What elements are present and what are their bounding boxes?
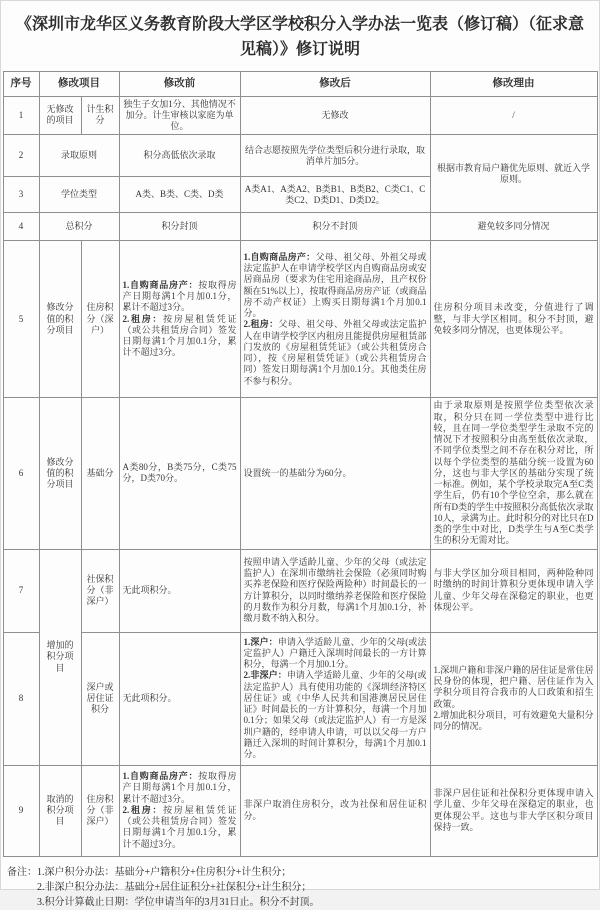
table-row (3, 549, 597, 632)
cell-r1-before: 独生子女加1分、其他情况不加分。计生审核以家庭为单位。 (119, 96, 240, 135)
list-item-label: 1.自购商品房产： (243, 251, 316, 262)
cell-r4-reason: 避免较多同分情况 (430, 213, 597, 241)
cell-r9-no: 9 (3, 765, 39, 856)
cell-r4-after: 积分不封顶 (240, 213, 430, 241)
table-row (3, 398, 597, 549)
cell-r2-item: 录取原则 (39, 135, 119, 177)
cell-r9-after: 非深户取消住房积分，改为社保和居住证积分。 (240, 765, 430, 856)
table-row (3, 765, 597, 856)
list-item-text: 1.深圳户籍和非深户籍的居住证是常住居民身份的体现，把户籍、居住证作为入学积分项目符合我市的人口政策和招生政策。 (433, 664, 594, 709)
cell-r8-sub: 深户或居住证积分 (81, 632, 119, 765)
cell-r8-before: 无此项积分。 (119, 632, 240, 765)
cell-r6-item: 修改分值的积分项目 (39, 398, 81, 549)
header-row (3, 71, 597, 96)
cell-r5-before (119, 241, 240, 398)
cell-r9-item: 取消的积分项目 (39, 765, 81, 856)
footnote-line: 1.深户积分办法：基础分+户籍积分+住房积分+计生积分； (37, 866, 292, 878)
cell-r9-before (119, 765, 240, 856)
cell-r8-after (240, 632, 430, 765)
revision-table (3, 71, 598, 857)
cell-r5-reason: 住房积分项目未改变，分值进行了调整，与非大学区相同。积分不封顶，避免较多同分情况，也更体现公平。 (430, 241, 597, 398)
list-item-label: 1.自购商品房产： (122, 771, 199, 782)
header-after: 修改后 (240, 71, 430, 96)
cell-r5-no: 5 (3, 241, 39, 398)
cell-r3-before: A类、B类、C类、D类 (119, 177, 240, 213)
cell-r1-reason: / (430, 96, 597, 135)
footnotes (7, 865, 593, 910)
cell-r9-reason: 非深户居住证和社保积分更体现申请入学儿童、少年父母在深稳定的职业，也更体现公平。这也与非大学区积分项目保持一致。 (430, 765, 597, 856)
cell-r5-after (240, 241, 430, 398)
header-no: 序号 (3, 71, 39, 96)
footnotes-lines (37, 865, 320, 910)
list-item-text: 按房屋租赁凭证（或公共租赁房合同）签发日期每满1个月加0.1分，累计不超过3分。 (122, 804, 237, 849)
cell-r1-item: 无修改的项目 (39, 96, 81, 135)
cell-r7-after: 按照申请入学适龄儿童、少年的父母（或法定监护人）在深圳市缴纳社会保险（必须同时购买养老保险和医疗保险两险种）时间最长的一方计算积分，以同时缴纳养老保险和医疗保险的月数作为积分月数，每满1个月加0.1分，补缴月数不纳入积分。 (240, 549, 430, 632)
header-reason: 修改理由 (430, 71, 597, 96)
cell-r1-sub: 计生积分 (81, 96, 119, 135)
cell-r2-before: 积分高低依次录取 (119, 135, 240, 177)
table-row (3, 241, 597, 398)
list-item-text: 2.增加此积分项目，可有效避免大量积分同分的情况。 (433, 709, 594, 732)
cell-r7-sub: 社保积分（非深户） (81, 549, 119, 632)
list-item-label: 1.深户： (243, 636, 278, 647)
cell-r8-reason (430, 632, 597, 765)
list-item-text: 申请入学适龄儿童、少年的父母(或法定监护人）户籍迁入深圳时间最长的一方计算积分，每满一个月加0.1分。 (243, 636, 427, 670)
list-item-text: 按取得房产日期每满1个月加0.1分，累计不超过3分。 (122, 771, 237, 804)
cell-r3-item: 学位类型 (39, 177, 119, 213)
cell-r6-no: 6 (3, 398, 39, 549)
cell-r3-no: 3 (3, 177, 39, 213)
list-item-label: 2.租房： (122, 804, 164, 815)
table-row (3, 213, 597, 241)
cell-r6-sub: 基础分 (81, 398, 119, 549)
cell-r4-before: 积分封顶 (119, 213, 240, 241)
cell-r5-sub: 住房积分（深户） (81, 241, 119, 398)
list-item-text: 父母、祖父母、外祖父母或法定监护人在申请学校学区内自购商品房或安居商品房（要求为住宅用途商品房，且产权份额在51%以上），按取得商品房房产证（或商品房不动产权证）上购买日期每满1个月加0.1分。 (243, 251, 427, 319)
cell-r6-before: A类80分，B类75分，C类75分，D类70分。 (119, 398, 240, 549)
list-item-text: 按房屋租赁凭证（或公共租赁房合同）签发日期每满1个月加0.1分，累计不超过3分。 (122, 313, 237, 358)
header-item: 修改项目 (39, 71, 119, 96)
cell-r7r8-item: 增加的积分项目 (39, 549, 81, 765)
cell-r1-no: 1 (3, 96, 39, 135)
list-item-text: 申请入学适龄儿童、少年的父母(或法定监护人）具有使用功能的《深圳经济特区居住证》或《中华人民共和国港澳居民居住证》时间最长的一方计算积分，每满一个月加0.1分；如果父母（或法定监护人）有一方是深圳户籍的，经申请人申请，可以以父母一方户籍迁入深圳的时间计算积分，每满1个月加0.1分。 (243, 670, 427, 760)
table-row (3, 135, 597, 177)
list-item-label: 2.租房： (243, 319, 279, 330)
cell-r4-item: 总积分 (39, 213, 119, 241)
cell-r6-reason: 由于录取原则是按照学位类型依次录取，积分只在同一学位类型中进行比较，且在同一学位类型学生录取不完的情况下才按照积分由高至低依次录取，不同学位类型之间不存在积分对比，所以每个学位类型的基础分统一设置为60分，这也与非大学区的基础分实现了统一标准。例如，某个学校录取完A至C类学生后，仍有10个学位空余，那么就在所有D类的学生中按照积分高低依次录取10人，录满为止。此时积分的对比只在D类的学生中对比，D类学生与A至C类学生的积分无需对比。 (430, 398, 597, 549)
cell-r4-no: 4 (3, 213, 39, 241)
table-row (3, 632, 597, 765)
cell-r5-item: 修改分值的积分项目 (39, 241, 81, 398)
list-item-label: 2.非深户： (243, 670, 287, 681)
cell-r9-sub: 住房积分（非深户） (81, 765, 119, 856)
list-item-text: 按取得房产日期每满1个月加0.1分，累计不超过3分。 (122, 279, 237, 313)
header-before: 修改前 (119, 71, 240, 96)
cell-r7-before: 无此项积分。 (119, 549, 240, 632)
cell-r2-no: 2 (3, 135, 39, 177)
cell-r6-after: 设置统一的基础分为60分。 (240, 398, 430, 549)
cell-r3-after: A类A1、A类A2、B类B1、B类B2、C类C1、C类C2、D类D1、D类D2。 (240, 177, 430, 213)
footnote-line: 3.积分计算截止日期：学位申请当年的3月31日止。积分不封顶。 (37, 896, 320, 908)
list-item-label: 1.自购商品房产： (122, 279, 199, 290)
cell-r7-no: 7 (3, 549, 39, 632)
list-item-text: 父母、祖父母、外祖父母或法定监护人在申请学校学区内租房且能提供房屋租赁部门发放的《房屋租赁凭证》（或公共租赁房合同），按《房屋租赁凭证》（或公共租赁房合同）签发日期每满1个月加0.1分。其他类住房不参与积分。 (243, 319, 427, 386)
cell-r1-after: 无修改 (240, 96, 430, 135)
cell-r2r3-reason: 根据市教育局户籍优先原则、就近入学原则。 (430, 135, 597, 213)
footnote-line: 2.非深户积分办法：基础分+居住证积分+社保积分+计生积分； (37, 881, 312, 893)
list-item-label: 2.租房： (122, 313, 164, 324)
page-title: 《深圳市龙华区义务教育阶段大学区学校积分入学办法一览表（修订稿）（征求意见稿）》修订说明 (15, 16, 584, 58)
cell-r8-no: 8 (3, 632, 39, 765)
cell-r2-after: 结合志愿按照先学位类型后积分进行录取，取消单片加5分。 (240, 135, 430, 177)
cell-r7-reason: 与非大学区加分项目相同，两种险种同时缴纳的时间计算积分更体现申请入学儿童、少年父母在深稳定的职业，也更体现公平。 (430, 549, 597, 632)
table-row (3, 96, 597, 135)
footnotes-prefix: 备注： (7, 866, 37, 878)
